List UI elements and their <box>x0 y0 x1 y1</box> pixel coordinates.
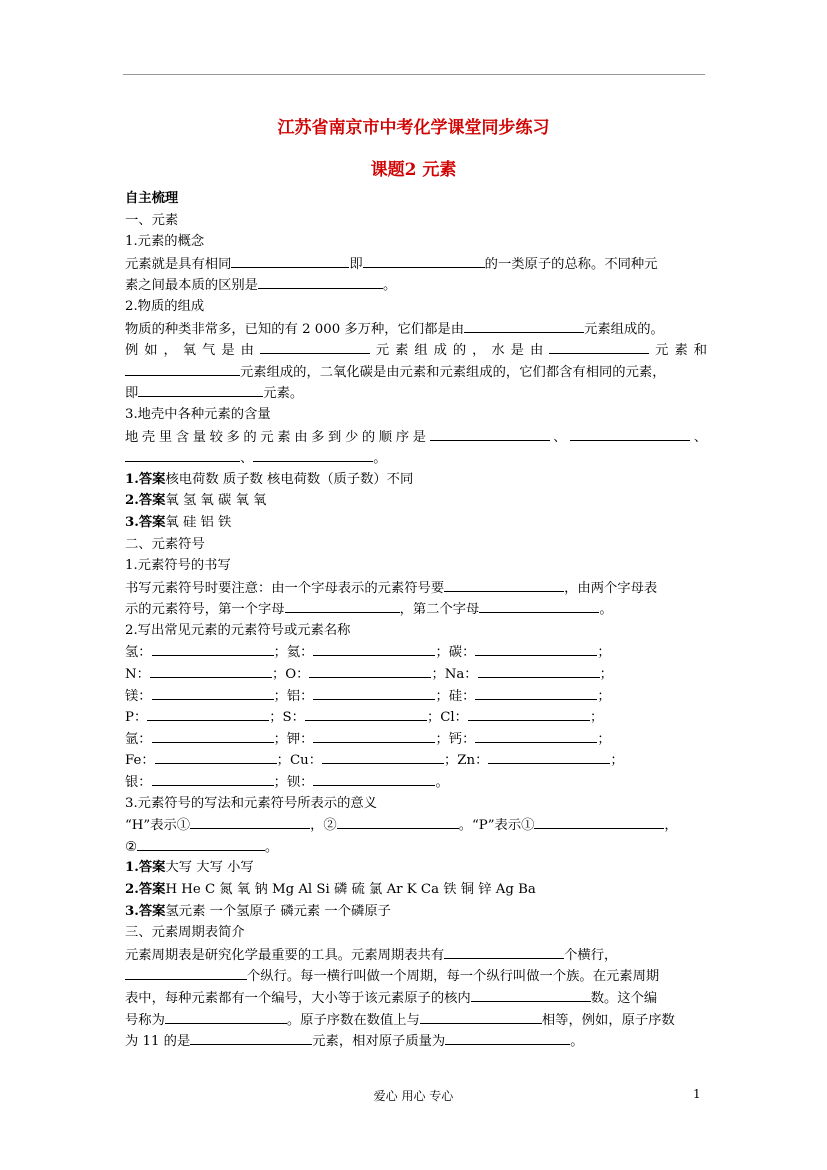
answer-blank[interactable] <box>313 771 435 786</box>
symbol-row <box>125 728 707 750</box>
text-line: 为 11 的是 元素，相对原子质量为 。 <box>125 1030 707 1052</box>
symbol-prompt: ；钾： <box>273 731 314 747</box>
symbol-prompt: ； <box>597 645 611 661</box>
answer-blank[interactable] <box>464 318 584 333</box>
symbol-prompt: ；Zn： <box>444 753 489 769</box>
text-line: 号称为 。原子序数在数值上与 相等，例如，原子序数 <box>125 1009 707 1031</box>
symbol-prompt: 氩： <box>125 731 152 747</box>
symbol-row <box>125 641 707 663</box>
answer-blank[interactable] <box>125 447 240 462</box>
answer-line: 1.答案大写 大写 小写 <box>125 860 254 876</box>
answer-blank[interactable] <box>309 663 431 678</box>
section-heading: 自主梳理 <box>125 191 179 206</box>
answer-blank[interactable] <box>468 706 590 721</box>
symbol-prompt: N： <box>125 667 150 683</box>
lesson-title: 课题2 元素 <box>370 160 457 180</box>
answer-blank[interactable] <box>478 663 600 678</box>
symbol-prompt: ； <box>589 710 604 726</box>
page-footer: 爱心 用心 专心 <box>373 1089 454 1103</box>
answer-blank[interactable] <box>260 339 370 354</box>
symbol-prompt: P： <box>125 710 148 726</box>
answer-blank[interactable] <box>534 814 664 829</box>
subsection-heading: 3.元素符号的写法和元素符号所表示的意义 <box>125 795 378 811</box>
page-number: 1 <box>693 1087 701 1101</box>
subsection-heading: 2.物质的组成 <box>125 298 205 314</box>
text-line: 即 元素。 <box>125 382 707 404</box>
symbol-prompt: ；Cu： <box>276 753 323 769</box>
text-line: 元素周期表是研究化学最重要的工具。元素周期表共有 个横行， <box>125 944 707 966</box>
symbol-prompt: ；碳： <box>435 645 476 661</box>
answer-blank[interactable] <box>253 447 373 462</box>
symbol-row <box>125 771 707 793</box>
answer-blank[interactable] <box>337 814 459 829</box>
symbol-row <box>125 685 707 707</box>
answer-blank[interactable] <box>190 1030 312 1045</box>
symbol-prompt: ；氦： <box>273 645 314 661</box>
subsection-heading: 1.元素符号的书写 <box>125 558 231 574</box>
subsection-heading: 1.元素的概念 <box>125 234 205 250</box>
symbol-prompt: ；硅： <box>435 688 476 704</box>
answer-blank[interactable] <box>305 706 427 721</box>
answer-blank[interactable] <box>313 641 435 656</box>
symbol-row <box>125 749 707 771</box>
subsection-heading: 3.地壳中各种元素的含量 <box>125 406 271 422</box>
symbol-prompt: ；Na： <box>431 667 478 683</box>
worksheet-body <box>125 188 707 1052</box>
header-rule <box>123 74 705 75</box>
answer-blank[interactable] <box>420 1009 542 1024</box>
answer-blank[interactable] <box>258 274 383 289</box>
text-line: 表中，每种元素都有一个编号，大小等于该元素原子的核内 数。这个编 <box>125 987 707 1009</box>
symbol-row <box>125 706 707 728</box>
text-line: 元素组成的，二氧化碳是由元素和元素组成的，它们都含有相同的元素， <box>125 361 707 383</box>
answer-line: 2.答案H He C 氮 氧 钠 Mg Al Si 磷 硫 氯 Ar K Ca 铁 铜 锌 Ag Ba <box>125 882 536 897</box>
symbol-prompt: ； <box>599 667 613 683</box>
answer-blank[interactable] <box>152 771 274 786</box>
symbol-prompt: ；钙： <box>435 731 476 747</box>
text-line: 示的元素符号，第一个字母 ，第二个字母 。 <box>125 598 707 620</box>
answer-blank[interactable] <box>430 426 550 441</box>
answer-blank[interactable] <box>322 749 444 764</box>
answer-blank[interactable] <box>155 749 277 764</box>
answer-blank[interactable] <box>475 728 597 743</box>
answer-blank[interactable] <box>445 1030 570 1045</box>
symbol-prompt: ； <box>610 753 624 769</box>
symbol-prompt: ；O： <box>271 667 310 683</box>
answer-blank[interactable] <box>190 814 310 829</box>
answer-blank[interactable] <box>152 728 274 743</box>
answer-blank[interactable] <box>152 641 274 656</box>
text-line: 个纵行。每一横行叫做一个周期，每一个纵行叫做一个族。在元素周期 <box>125 965 707 987</box>
text-line: 物质的种类非常多，已知的有 2 000 多万种，它们都是由 元素组成的。 <box>125 318 707 340</box>
answer-line: 2.答案氧 氢 氧 碳 氧 氧 <box>125 493 267 509</box>
text-line: 素之间最本质的区别是 。 <box>125 274 707 296</box>
answer-blank[interactable] <box>231 253 349 268</box>
symbol-prompt: ； <box>597 731 611 747</box>
symbol-prompt: ；S： <box>269 710 305 726</box>
answer-blank[interactable] <box>488 749 610 764</box>
symbol-table <box>125 641 707 792</box>
answer-blank[interactable] <box>475 685 597 700</box>
answer-blank[interactable] <box>549 339 649 354</box>
section-heading: 二、元素符号 <box>125 536 205 552</box>
answer-blank[interactable] <box>152 685 274 700</box>
answer-blank[interactable] <box>285 598 400 613</box>
text-line: “H”表示① ，② 。“P”表示① ， <box>125 814 707 836</box>
answer-blank[interactable] <box>479 598 599 613</box>
answer-blank[interactable] <box>313 728 435 743</box>
text-line: 例如，氧气是由 元素组成的，水是由 元素和 <box>125 339 707 361</box>
symbol-prompt: ；钡： <box>273 775 314 791</box>
answer-blank[interactable] <box>444 944 564 959</box>
text-line: ② 。 <box>125 836 707 858</box>
answer-blank[interactable] <box>570 426 690 441</box>
answer-blank[interactable] <box>313 685 435 700</box>
answer-blank[interactable] <box>150 663 272 678</box>
text-line: 书写元素符号时要注意：由一个字母表示的元素符号要 ，由两个字母表 <box>125 577 707 599</box>
symbol-prompt: 氢： <box>125 645 152 661</box>
answer-blank[interactable] <box>137 836 265 851</box>
text-line: 地壳里含量较多的元素由多到少的顺序是 、 、 <box>125 426 707 448</box>
answer-line: 1.答案核电荷数 质子数 核电荷数（质子数）不同 <box>125 471 414 487</box>
answer-blank[interactable] <box>138 382 263 397</box>
symbol-row <box>125 663 707 685</box>
symbol-prompt: ；铝： <box>273 688 314 704</box>
symbol-prompt: ；Cl： <box>426 710 468 726</box>
symbol-prompt: 镁： <box>125 688 152 704</box>
text-line: 元素就是具有相同 即 的一类原子的总称。不同种元 <box>125 253 707 275</box>
answer-blank[interactable] <box>363 253 485 268</box>
symbol-prompt: ； <box>597 688 611 704</box>
symbol-prompt: 银： <box>125 775 152 791</box>
answer-line: 3.答案氢元素 一个氢原子 磷元素 一个磷原子 <box>125 903 391 919</box>
answer-blank[interactable] <box>444 577 564 592</box>
answer-blank[interactable] <box>475 641 597 656</box>
text-line: 、 。 <box>125 447 707 469</box>
answer-blank[interactable] <box>125 965 247 980</box>
answer-blank[interactable] <box>125 361 240 376</box>
symbol-prompt: Fe： <box>125 753 155 769</box>
symbol-prompt: 。 <box>435 775 449 791</box>
document-title: 江苏省南京市中考化学课堂同步练习 <box>277 118 550 138</box>
answer-blank[interactable] <box>165 1009 287 1024</box>
answer-blank[interactable] <box>471 987 591 1002</box>
answer-blank[interactable] <box>147 706 269 721</box>
subsection-heading: 2.写出常见元素的元素符号或元素名称 <box>125 622 351 638</box>
answer-line: 3.答案氧 硅 铝 铁 <box>125 514 232 530</box>
section-heading: 三、元素周期表简介 <box>125 925 245 941</box>
section-heading: 一、元素 <box>125 212 179 228</box>
